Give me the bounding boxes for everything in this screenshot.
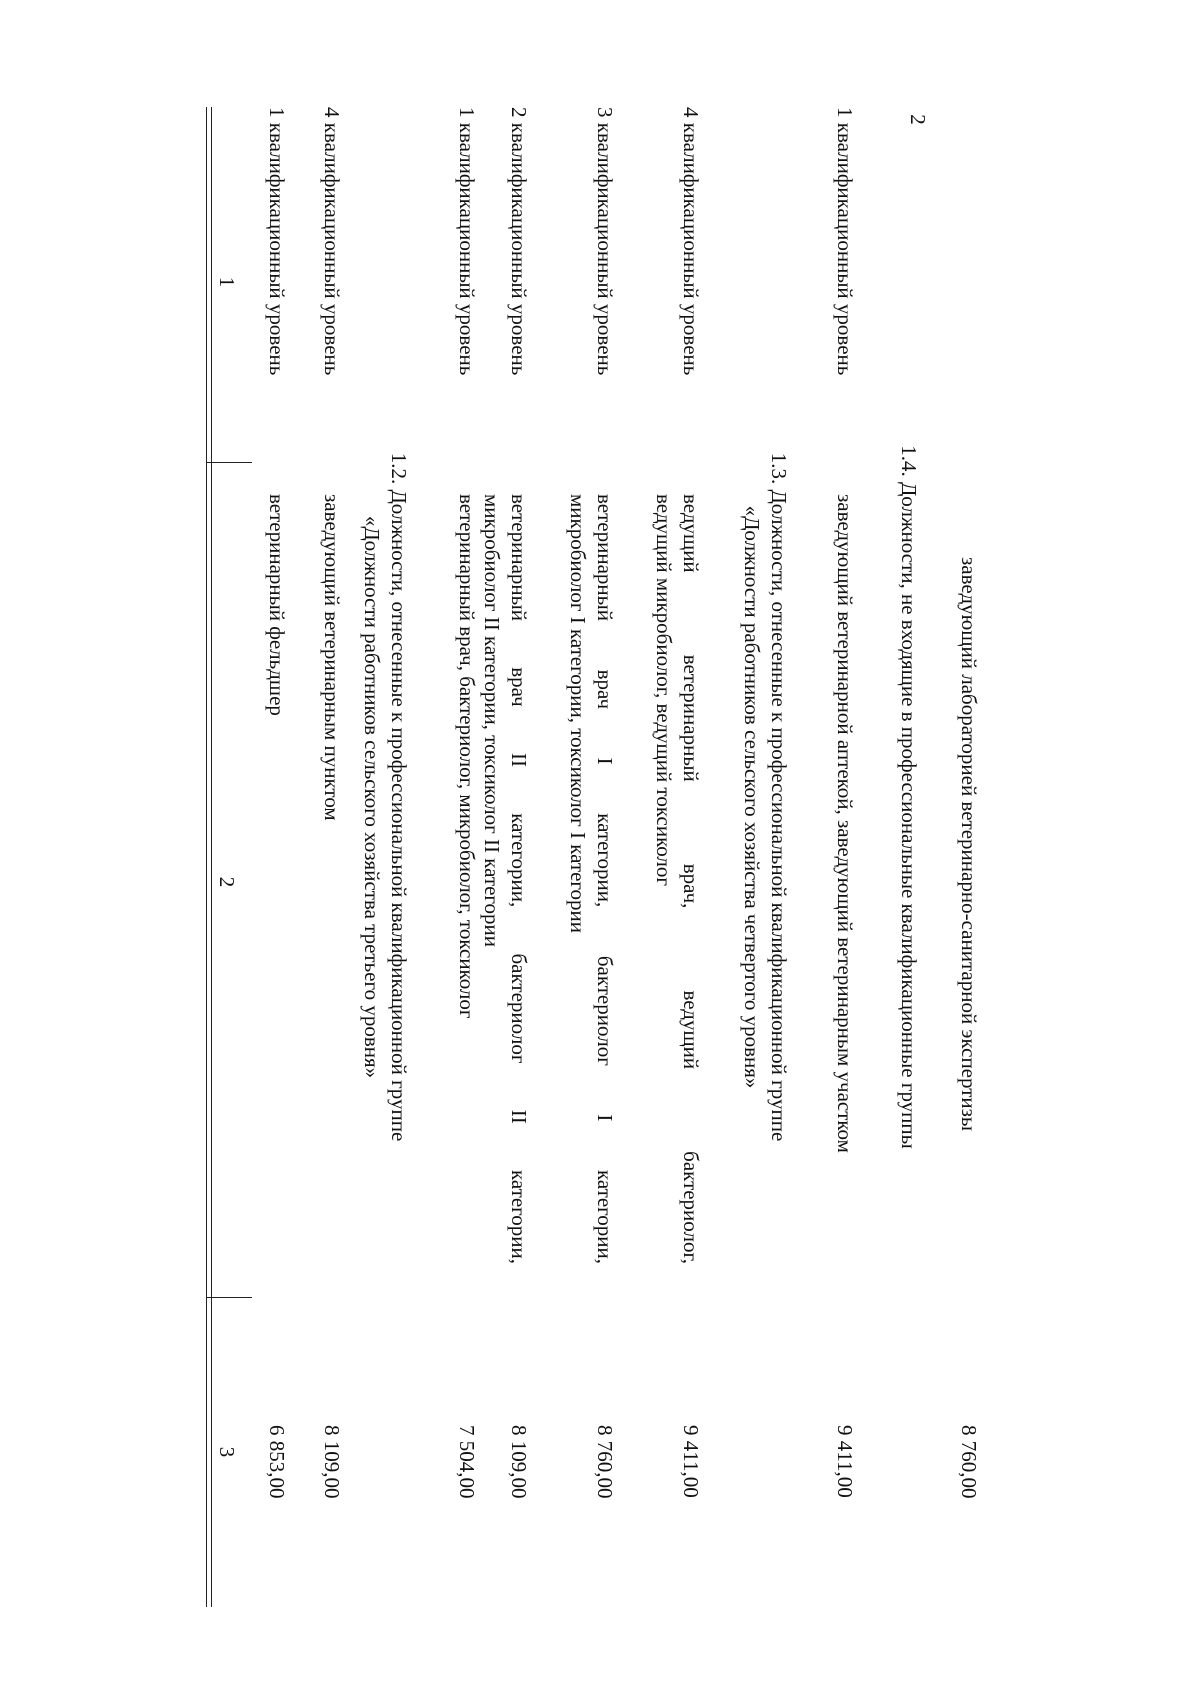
section-heading [358,267,412,1327]
salary-value: 8 109,00 [320,1425,344,1499]
position-description: заведующий ветеринарной аптекой, заведующий ветеринарным участком [833,494,857,1153]
qualification-level: 1 квалификационный уровень [455,107,479,376]
section-heading [895,267,922,1327]
salary-value: 8 109,00 [507,1425,531,1499]
position-line: микробиолог I категории, токсиколог I категории [566,494,590,934]
qualification-level: 2 квалификационный уровень [507,107,531,376]
salary-value: 9 411,00 [679,1425,703,1498]
salary-value: 8 760,00 [957,1425,981,1499]
section-heading-line: 1.2. Должности, отнесенные к профессиональной квалификационной группе [387,452,411,1142]
column-number-1: 1 [215,276,239,288]
position-line: ведущий микробиолог, ведущий токсиколог [652,494,676,887]
section-heading-line: 1.3. Должности, отнесенные к профессиональной квалификационной группе [767,452,791,1142]
position-line: микробиолог II категории, токсиколог II категории [480,494,504,947]
position-description [564,494,618,1264]
qualification-level: 1 квалификационный уровень [265,107,289,376]
salary-value: 6 853,00 [265,1425,289,1499]
position-description: ветеринарный фельдшер [265,494,289,716]
position-line: ведущий ветеринарный врач, ведущий бактериолог, [679,494,703,1264]
qualification-level: 4 квалификационный уровень [320,107,344,376]
section-heading [738,267,792,1327]
qualification-level: 1 квалификационный уровень [833,107,857,376]
position-description [478,494,532,1264]
position-description: заведующий ветеринарным пунктом [320,494,344,821]
column-divider-1 [207,462,252,463]
qualification-level: 3 квалификационный уровень [593,107,617,376]
table-header-rule-outer [206,107,207,1607]
salary-value: 7 504,00 [455,1425,479,1499]
column-number-2: 2 [215,876,239,888]
section-heading-line: 1.4. Должности, не входящие в профессиональные квалификационные группы [897,445,921,1149]
salary-value: 8 760,00 [593,1425,617,1499]
position-line: ветеринарный врач I категории, бактериолог I категории, [593,494,617,1264]
section-heading-line: «Должности работников сельского хозяйства четвертого уровня» [740,505,764,1089]
salary-value: 9 411,00 [833,1425,857,1498]
page-number: 2 [905,114,930,125]
table-header-rule-inner [211,107,212,1607]
position-description [650,494,704,1264]
position-line: ветеринарный врач II категории, бактериолог II категории, [507,494,531,1264]
position-description: заведующий лабораторией ветеринарно-санитарной экспертизы [957,557,981,1132]
position-description: ветеринарный врач, бактериолог, микробиолог, токсиколог [455,494,479,1019]
section-heading-line: «Должности работников сельского хозяйства третьего уровня» [360,515,384,1079]
qualification-level: 4 квалификационный уровень [679,107,703,376]
column-number-3: 3 [215,1446,239,1458]
column-divider-2 [207,1297,252,1298]
salary-table [215,107,1050,1607]
